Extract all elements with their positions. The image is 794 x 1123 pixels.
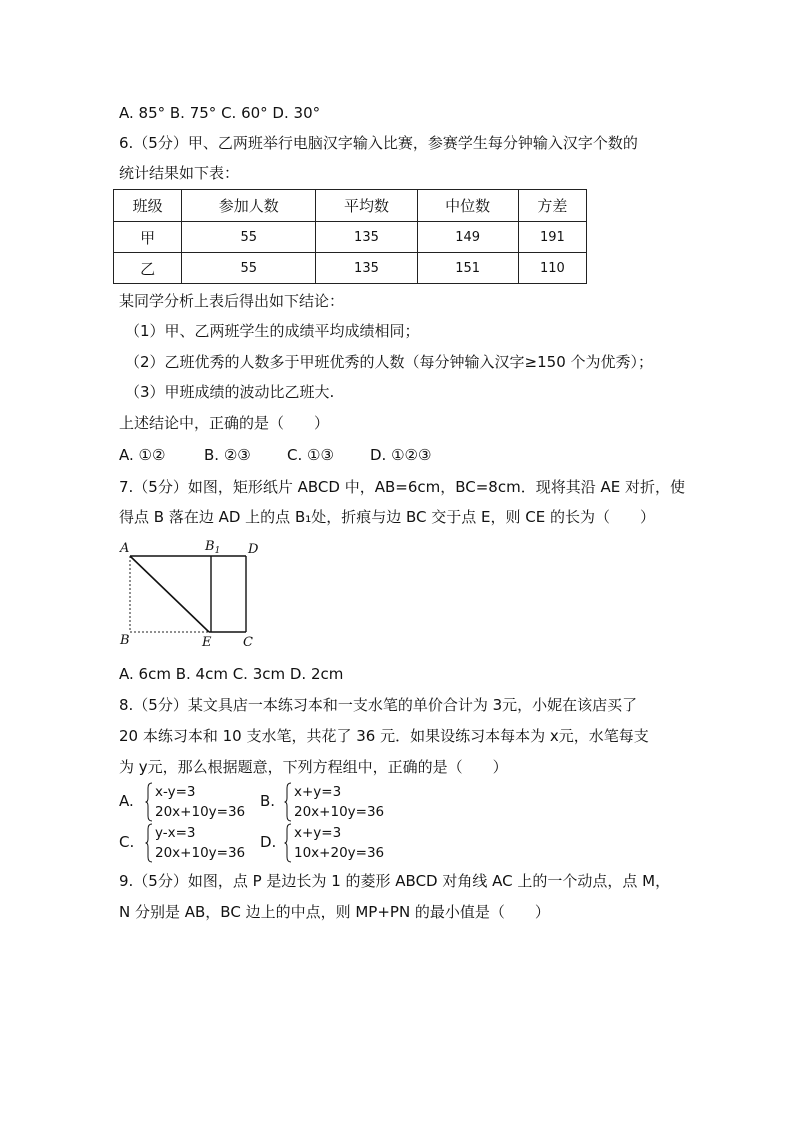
label-c: C bbox=[243, 635, 253, 650]
q6-analysis-intro: 某同学分析上表后得出如下结论： bbox=[119, 292, 345, 310]
label-d: D bbox=[248, 542, 259, 557]
q8-option-b-eq1: x+y=3 bbox=[294, 784, 342, 800]
table-cell: 135 bbox=[316, 222, 417, 253]
q8-option-d-eq1: x+y=3 bbox=[294, 825, 342, 841]
q8-option-a-eq1: x-y=3 bbox=[155, 784, 196, 800]
table-cell: 55 bbox=[182, 253, 316, 284]
q7-stem-line2: 得点 B 落在边 AD 上的点 B₁处，折痕与边 BC 交于点 E，则 CE 的长为（ ） bbox=[119, 508, 656, 526]
table-cell: 149 bbox=[417, 222, 518, 253]
q6-option-d: D. ①②③ bbox=[370, 446, 432, 464]
table-cell: 151 bbox=[417, 253, 518, 284]
table-row bbox=[114, 222, 587, 253]
q6-option-a: A. ①② bbox=[119, 446, 166, 464]
brace-icon bbox=[284, 823, 292, 863]
table-header-cell: 平均数 bbox=[316, 190, 417, 222]
q8-option-c-eq2: 20x+10y=36 bbox=[155, 845, 246, 861]
table-cell: 甲 bbox=[114, 222, 182, 253]
q6-question: 上述结论中，正确的是（ ） bbox=[119, 414, 330, 432]
q6-option-c: C. ①③ bbox=[287, 446, 334, 464]
q8-option-b-label: B. bbox=[260, 792, 276, 810]
label-b: B bbox=[120, 633, 130, 648]
q8-option-c-label: C. bbox=[119, 833, 135, 851]
brace-icon bbox=[284, 782, 292, 822]
q7-options: A. 6cm B. 4cm C. 3cm D. 2cm bbox=[119, 665, 344, 683]
brace-icon bbox=[145, 782, 153, 822]
table-header-cell: 班级 bbox=[114, 190, 182, 222]
q8-option-a-eq2: 20x+10y=36 bbox=[155, 804, 246, 820]
q6-options bbox=[119, 444, 431, 466]
label-b1: $B_1$ bbox=[205, 539, 221, 556]
crease-ae bbox=[130, 556, 209, 632]
table-cell: 135 bbox=[316, 253, 417, 284]
q6-conclusion-2: （2）乙班优秀的人数多于甲班优秀的人数（每分钟输入汉字≥150 个为优秀）； bbox=[125, 353, 654, 371]
table-cell: 乙 bbox=[114, 253, 182, 284]
table-header-cell: 参加人数 bbox=[182, 190, 316, 222]
table-cell: 110 bbox=[518, 253, 586, 284]
q8-option-c-eq1: y-x=3 bbox=[155, 825, 196, 841]
label-a: A bbox=[120, 541, 130, 556]
q9-stem-line2: N 分别是 AB，BC 边上的中点，则 MP+PN 的最小值是（ ） bbox=[119, 903, 550, 921]
q8-option-d-label: D. bbox=[260, 833, 277, 851]
q5-options: A. 85° B. 75° C. 60° D. 30° bbox=[119, 104, 321, 122]
q8-option-d-eq2: 10x+20y=36 bbox=[294, 845, 385, 861]
q7-stem-line1: 7.（5分）如图，矩形纸片 ABCD 中，AB=6cm，BC=8cm．现将其沿 AE 对折，使 bbox=[119, 478, 685, 496]
q6-option-b: B. ②③ bbox=[204, 446, 251, 464]
q6-stats-table bbox=[113, 189, 587, 284]
q8-option-a-label: A. bbox=[119, 792, 134, 810]
q8-option-b-eq2: 20x+10y=36 bbox=[294, 804, 385, 820]
q8-stem-line1: 8.（5分）某文具店一本练习本和一支水笔的单价合计为 3元，小妮在该店买了 bbox=[119, 696, 638, 714]
q9-stem-line1: 9.（5分）如图，点 P 是边长为 1 的菱形 ABCD 对角线 AC 上的一个动点，点 M， bbox=[119, 872, 671, 890]
table-cell: 55 bbox=[182, 222, 316, 253]
table-header-cell: 中位数 bbox=[417, 190, 518, 222]
table-cell: 191 bbox=[518, 222, 586, 253]
q6-conclusion-1: （1）甲、乙两班学生的成绩平均成绩相同； bbox=[125, 322, 420, 340]
q7-rectangle-figure bbox=[112, 538, 262, 653]
table-header-row bbox=[114, 190, 587, 222]
table-row bbox=[114, 253, 587, 284]
label-e: E bbox=[202, 635, 212, 650]
q8-stem-line3: 为 y元，那么根据题意，下列方程组中，正确的是（ ） bbox=[119, 758, 508, 776]
q8-stem-line2: 20 本练习本和 10 支水笔，共花了 36 元．如果设练习本每本为 x元，水笔每支 bbox=[119, 727, 649, 745]
brace-icon bbox=[145, 823, 153, 863]
table-header-cell: 方差 bbox=[518, 190, 586, 222]
q6-stem-line1: 6.（5分）甲、乙两班举行电脑汉字输入比赛，参赛学生每分钟输入汉字个数的 bbox=[119, 134, 638, 152]
q6-stem-line2: 统计结果如下表： bbox=[119, 164, 240, 182]
q6-conclusion-3: （3）甲班成绩的波动比乙班大. bbox=[125, 383, 335, 401]
